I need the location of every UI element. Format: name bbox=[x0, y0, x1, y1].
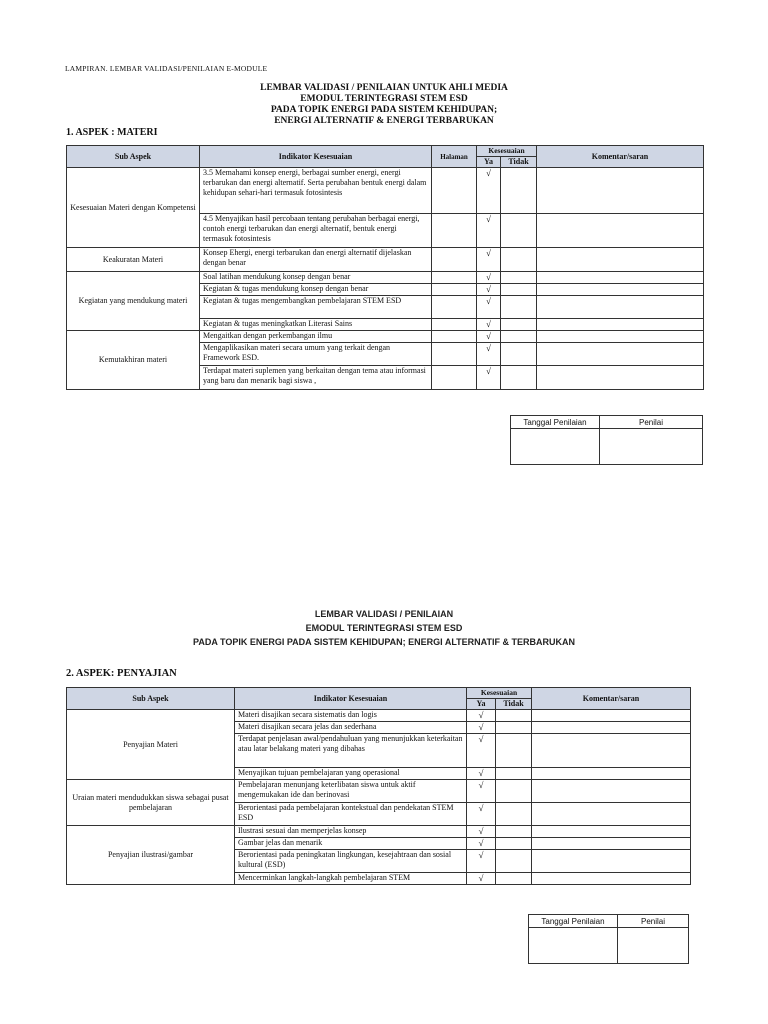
halaman-cell[interactable] bbox=[432, 319, 477, 331]
tidak-cell[interactable] bbox=[496, 850, 532, 873]
tidak-cell[interactable] bbox=[501, 366, 537, 390]
indicator-cell: Terdapat penjelasan awal/pendahuluan yang menunjukkan keterkaitan atau latar belakang materi yang dibahas bbox=[235, 734, 467, 768]
komentar-cell[interactable] bbox=[537, 284, 704, 296]
penilai-field[interactable] bbox=[618, 928, 689, 964]
tidak-cell[interactable] bbox=[501, 168, 537, 214]
komentar-cell[interactable] bbox=[532, 873, 691, 885]
indicator-cell: Soal latihan mendukung konsep dengan benar bbox=[200, 272, 432, 284]
check-mark[interactable]: √ bbox=[467, 803, 496, 826]
sub-aspek-cell: Keakuratan Materi bbox=[67, 248, 200, 272]
tidak-cell[interactable] bbox=[501, 248, 537, 272]
header-halaman: Halaman bbox=[432, 146, 477, 168]
komentar-cell[interactable] bbox=[537, 168, 704, 214]
sub-aspek-cell: Penyajian ilustrasi/gambar bbox=[67, 826, 235, 885]
halaman-cell[interactable] bbox=[432, 248, 477, 272]
sub-aspek-cell: Kesesuaian Materi dengan Kompetensi bbox=[67, 168, 200, 248]
sub-aspek-cell: Uraian materi mendudukkan siswa sebagai pusat pembelajaran bbox=[67, 780, 235, 826]
komentar-cell[interactable] bbox=[532, 850, 691, 873]
komentar-cell[interactable] bbox=[532, 826, 691, 838]
check-mark[interactable]: √ bbox=[467, 734, 496, 768]
tanggal-penilaian-label: Tanggal Penilaian bbox=[529, 915, 618, 928]
indicator-cell: Kegiatan & tugas mendukung konsep dengan benar bbox=[200, 284, 432, 296]
form-title-1-line4: ENERGI ALTERNATIF & ENERGI TERBARUKAN bbox=[274, 116, 494, 126]
header-tidak: Tidak bbox=[496, 699, 532, 710]
tidak-cell[interactable] bbox=[496, 710, 532, 722]
header-ya: Ya bbox=[467, 699, 496, 710]
check-mark[interactable]: √ bbox=[467, 873, 496, 885]
komentar-cell[interactable] bbox=[537, 343, 704, 366]
komentar-cell[interactable] bbox=[532, 722, 691, 734]
tidak-cell[interactable] bbox=[501, 272, 537, 284]
tanggal-penilaian-label: Tanggal Penilaian bbox=[511, 416, 600, 429]
check-mark[interactable]: √ bbox=[477, 272, 501, 284]
check-mark[interactable]: √ bbox=[467, 780, 496, 803]
sub-aspek-cell: Kemutakhiran materi bbox=[67, 331, 200, 390]
header-kesesuaian: Kesesuaian bbox=[477, 146, 537, 157]
komentar-cell[interactable] bbox=[537, 319, 704, 331]
komentar-cell[interactable] bbox=[537, 272, 704, 284]
signature-box-2 bbox=[528, 914, 689, 964]
tidak-cell[interactable] bbox=[496, 722, 532, 734]
komentar-cell[interactable] bbox=[532, 803, 691, 826]
check-mark[interactable]: √ bbox=[467, 768, 496, 780]
check-mark[interactable]: √ bbox=[477, 284, 501, 296]
indicator-cell: Mengaplikasikan materi secara umum yang terkait dengan Framework ESD. bbox=[200, 343, 432, 366]
penyajian-table bbox=[66, 687, 691, 885]
komentar-cell[interactable] bbox=[532, 734, 691, 768]
tidak-cell[interactable] bbox=[501, 343, 537, 366]
tidak-cell[interactable] bbox=[501, 284, 537, 296]
halaman-cell[interactable] bbox=[432, 331, 477, 343]
tidak-cell[interactable] bbox=[501, 331, 537, 343]
header-kesesuaian: Kesesuaian bbox=[467, 688, 532, 699]
check-mark[interactable]: √ bbox=[477, 168, 501, 214]
halaman-cell[interactable] bbox=[432, 366, 477, 390]
check-mark[interactable]: √ bbox=[477, 343, 501, 366]
tanggal-penilaian-field[interactable] bbox=[511, 429, 600, 465]
indicator-cell: Kegiatan & tugas mengembangkan pembelajaran STEM ESD bbox=[200, 296, 432, 319]
komentar-cell[interactable] bbox=[532, 780, 691, 803]
form-title-2-line1: LEMBAR VALIDASI / PENILAIAN bbox=[314, 609, 454, 619]
materi-table bbox=[66, 145, 704, 390]
indicator-cell: Materi disajikan secara jelas dan sederhana bbox=[235, 722, 467, 734]
check-mark[interactable]: √ bbox=[477, 248, 501, 272]
indicator-cell: 3.5 Memahami konsep energi, berbagai sumber energi, energi terbarukan dan energi alternatif. Serta perubahan bentuk energi dalam kehidupan sehari-hari termasuk fotosintesis bbox=[200, 168, 432, 214]
indicator-cell: Ilustrasi sesuai dan memperjelas konsep bbox=[235, 826, 467, 838]
indicator-cell: Kegiatan & tugas meningkatkan Literasi Sains bbox=[200, 319, 432, 331]
form-title-2-line3: PADA TOPIK ENERGI PADA SISTEM KEHIDUPAN; ENERGI ALTERNATIF & TERBARUKAN bbox=[192, 637, 575, 647]
header-sub-aspek: Sub Aspek bbox=[67, 146, 200, 168]
check-mark[interactable]: √ bbox=[467, 838, 496, 850]
penilai-field[interactable] bbox=[600, 429, 703, 465]
komentar-cell[interactable] bbox=[537, 248, 704, 272]
komentar-cell[interactable] bbox=[532, 768, 691, 780]
tidak-cell[interactable] bbox=[501, 296, 537, 319]
header-indikator: Indikator Kesesuaian bbox=[235, 688, 467, 710]
komentar-cell[interactable] bbox=[537, 296, 704, 319]
indicator-cell: Mengaitkan dengan perkembangan ilmu bbox=[200, 331, 432, 343]
form-title-2-line2: EMODUL TERINTEGRASI STEM ESD bbox=[305, 623, 463, 633]
section-2-title: 2. ASPEK: PENYAJIAN bbox=[66, 668, 177, 679]
indicator-cell: Mencerminkan langkah-langkah pembelajaran STEM bbox=[235, 873, 467, 885]
tidak-cell[interactable] bbox=[496, 873, 532, 885]
indicator-cell: Pembelajaran menunjang keterlibatan siswa untuk aktif mengemukakan ide dan berinovasi bbox=[235, 780, 467, 803]
halaman-cell[interactable] bbox=[432, 296, 477, 319]
check-mark[interactable]: √ bbox=[477, 366, 501, 390]
check-mark[interactable]: √ bbox=[477, 214, 501, 248]
halaman-cell[interactable] bbox=[432, 168, 477, 214]
tidak-cell[interactable] bbox=[501, 214, 537, 248]
check-mark[interactable]: √ bbox=[477, 296, 501, 319]
header-indikator: Indikator Kesesuaian bbox=[200, 146, 432, 168]
form-title-1-line2: EMODUL TERINTEGRASI STEM ESD bbox=[300, 94, 468, 104]
halaman-cell[interactable] bbox=[432, 272, 477, 284]
indicator-cell: Berorientasi pada pembelajaran kontekstual dan pendekatan STEM ESD bbox=[235, 803, 467, 826]
komentar-cell[interactable] bbox=[532, 838, 691, 850]
header-tidak: Tidak bbox=[501, 157, 537, 168]
form-title-1-line1: LEMBAR VALIDASI / PENILAIAN UNTUK AHLI MEDIA bbox=[260, 83, 508, 93]
header-komentar: Komentar/saran bbox=[537, 146, 704, 168]
komentar-cell[interactable] bbox=[537, 214, 704, 248]
indicator-cell: Gambar jelas dan menarik bbox=[235, 838, 467, 850]
tidak-cell[interactable] bbox=[496, 780, 532, 803]
komentar-cell[interactable] bbox=[537, 366, 704, 390]
appendix-label: LAMPIRAN. LEMBAR VALIDASI/PENILAIAN E-MODULE bbox=[65, 64, 268, 73]
penilai-label: Penilai bbox=[600, 416, 703, 429]
check-mark[interactable]: √ bbox=[477, 319, 501, 331]
indicator-cell: Menyajikan tujuan pembelajaran yang operasional bbox=[235, 768, 467, 780]
check-mark[interactable]: √ bbox=[477, 331, 501, 343]
check-mark[interactable]: √ bbox=[467, 850, 496, 873]
indicator-cell: Materi disajikan secara sistematis dan logis bbox=[235, 710, 467, 722]
komentar-cell[interactable] bbox=[532, 710, 691, 722]
section-1-title: 1. ASPEK : MATERI bbox=[66, 127, 158, 138]
form-title-1-line3: PADA TOPIK ENERGI PADA SISTEM KEHIDUPAN; bbox=[270, 105, 498, 115]
tidak-cell[interactable] bbox=[496, 838, 532, 850]
sub-aspek-cell: Penyajian Materi bbox=[67, 710, 235, 780]
check-mark[interactable]: √ bbox=[467, 826, 496, 838]
tidak-cell[interactable] bbox=[496, 768, 532, 780]
tidak-cell[interactable] bbox=[496, 734, 532, 768]
sub-aspek-cell: Kegiatan yang mendukung materi bbox=[67, 272, 200, 331]
halaman-cell[interactable] bbox=[432, 214, 477, 248]
check-mark[interactable]: √ bbox=[467, 710, 496, 722]
signature-box-1 bbox=[510, 415, 703, 465]
form-title-2 bbox=[60, 607, 708, 649]
tanggal-penilaian-field[interactable] bbox=[529, 928, 618, 964]
halaman-cell[interactable] bbox=[432, 284, 477, 296]
indicator-cell: Terdapat materi suplemen yang berkaitan dengan tema atau informasi yang baru dan menarik bagi siswa , bbox=[200, 366, 432, 390]
header-ya: Ya bbox=[477, 157, 501, 168]
check-mark[interactable]: √ bbox=[467, 722, 496, 734]
tidak-cell[interactable] bbox=[496, 826, 532, 838]
indicator-cell: Berorientasi pada peningkatan lingkungan, kesejahtraan dan sosial kultural (ESD) bbox=[235, 850, 467, 873]
halaman-cell[interactable] bbox=[432, 343, 477, 366]
indicator-cell: Konsep Ehergi, energi terbarukan dan energi alternatif dijelaskan dengan benar bbox=[200, 248, 432, 272]
header-sub-aspek: Sub Aspek bbox=[67, 688, 235, 710]
penilai-label: Penilai bbox=[618, 915, 689, 928]
header-komentar: Komentar/saran bbox=[532, 688, 691, 710]
form-title-1 bbox=[60, 83, 708, 127]
tidak-cell[interactable] bbox=[501, 319, 537, 331]
komentar-cell[interactable] bbox=[537, 331, 704, 343]
indicator-cell: 4.5 Menyajikan hasil percobaan tentang perubahan berbagai energi, contoh energi terbarukan dan energi alternatif, bentuk energi termasuk fotosintesis bbox=[200, 214, 432, 248]
tidak-cell[interactable] bbox=[496, 803, 532, 826]
